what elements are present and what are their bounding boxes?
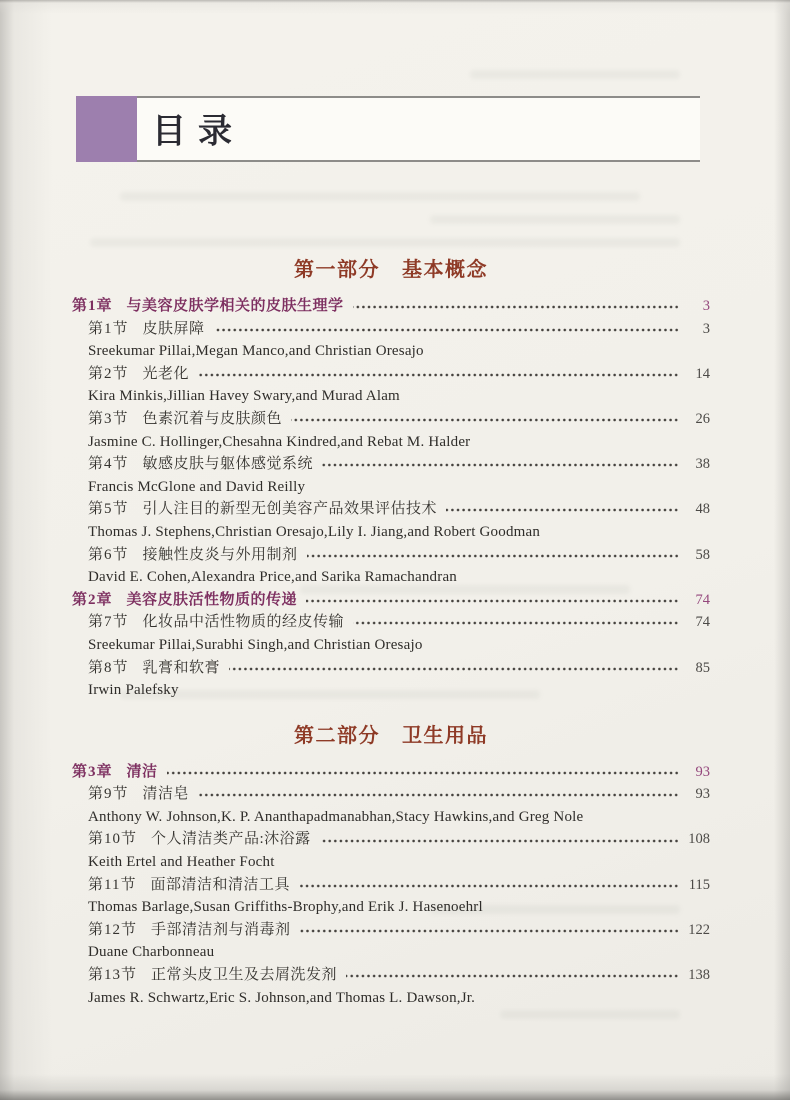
toc-authors-row: David E. Cohen,Alexandra Price,and Sarika Ramachandran: [88, 569, 458, 586]
header-accent-square: [76, 96, 137, 162]
toc-page-number: 48: [695, 501, 710, 518]
part-label: 第一部分: [294, 259, 380, 281]
toc-page-number: 115: [688, 876, 710, 893]
toc-leader-dots: [320, 828, 679, 851]
toc-page-number: 3: [702, 298, 710, 314]
toc-leader-dots: [446, 498, 679, 521]
toc-part-heading: [72, 724, 710, 748]
toc-authors-row: Francis McGlone and David Reilly: [88, 478, 306, 495]
section-title: 乳膏和软膏: [142, 659, 221, 676]
toc-leader-dots: [214, 318, 679, 341]
toc-chapter-row: [72, 589, 710, 612]
toc-page-number: 85: [695, 659, 710, 676]
toc-section-row: [72, 874, 710, 897]
toc-chapter-row: [72, 295, 710, 318]
section-label: 第12节: [88, 921, 138, 938]
section-title: 光老化: [142, 365, 190, 382]
toc-page-number: 38: [695, 456, 710, 473]
section-title: 手部清洁剂与消毒剂: [151, 921, 291, 938]
toc-authors-row: Jasmine C. Hollinger,Chesahna Kindred,and Rebat M. Halder: [88, 433, 471, 450]
toc-section-row: [72, 828, 710, 851]
toc-page-number: 3: [702, 320, 710, 337]
table-of-contents: [72, 258, 710, 1009]
toc-page-number: 14: [695, 365, 710, 382]
toc-authors-row: Anthony W. Johnson,K. P. Ananthapadmanabhan,Stacy Hawkins,and Greg Nole: [88, 808, 584, 825]
toc-authors-row: Sreekumar Pillai,Surabhi Singh,and Christian Oresajo: [88, 636, 423, 653]
chapter-title: 与美容皮肤学相关的皮肤生理学: [126, 298, 344, 314]
section-title: 面部清洁和清洁工具: [150, 876, 290, 893]
toc-page-number: 74: [695, 614, 710, 631]
toc-leader-dots: [353, 295, 679, 318]
toc-section-row: [72, 408, 710, 431]
section-label: 第7节: [88, 614, 129, 631]
toc-section-row: [72, 498, 710, 521]
section-label: 第6节: [88, 546, 129, 563]
chapter-title: 清洁: [126, 763, 158, 780]
toc-authors-row: Thomas J. Stephens,Christian Oresajo,Lily I. Jiang,and Robert Goodman: [88, 523, 541, 540]
section-label: 第13节: [88, 967, 138, 984]
chapter-label: 第2章: [72, 591, 113, 608]
toc-section-row: [72, 611, 710, 634]
chapter-label: 第1章: [72, 298, 113, 314]
section-title: 接触性皮炎与外用制剂: [142, 546, 298, 563]
chapter-title: 美容皮肤活性物质的传递: [126, 591, 298, 608]
toc-section-row: [72, 964, 710, 987]
section-title: 色素沉着与皮肤颜色: [142, 410, 283, 427]
part-title: 卫生用品: [402, 724, 488, 747]
toc-page-number: 93: [695, 763, 710, 780]
toc-authors-row: Sreekumar Pillai,Megan Manco,and Christian Oresajo: [88, 343, 424, 360]
toc-chapter-row: [72, 761, 710, 784]
toc-page-number: 108: [688, 831, 710, 848]
toc-leader-dots: [291, 408, 679, 431]
toc-authors-row: Kira Minkis,Jillian Havey Swary,and Murad Alam: [88, 388, 400, 405]
section-label: 第1节: [88, 320, 129, 337]
toc-section-row: [72, 318, 710, 341]
toc-leader-dots: [198, 363, 679, 386]
toc-page-number: 93: [695, 786, 710, 803]
toc-authors-row: James R. Schwartz,Eric S. Johnson,and Thomas L. Dawson,Jr.: [88, 989, 476, 1006]
toc-page-number: 74: [695, 591, 710, 608]
toc-section-row: [72, 363, 710, 386]
section-title: 个人清洁类产品:沐浴露: [151, 831, 311, 848]
toc-section-row: [72, 919, 710, 942]
toc-leader-dots: [306, 589, 679, 612]
toc-leader-dots: [346, 964, 679, 987]
toc-authors-row: Irwin Palefsky: [88, 682, 179, 699]
part-label: 第二部分: [294, 724, 380, 747]
section-title: 清洁皂: [142, 786, 190, 803]
part-title: 基本概念: [402, 259, 488, 281]
toc-leader-dots: [307, 544, 679, 567]
page-title: 目录: [152, 113, 244, 151]
section-label: 第3节: [88, 410, 129, 427]
toc-page-number: 138: [688, 967, 710, 984]
section-label: 第5节: [88, 501, 129, 518]
toc-authors-row: Thomas Barlage,Susan Griffiths-Brophy,and Erik J. Hasenoehrl: [88, 899, 483, 916]
toc-authors-row: Keith Ertel and Heather Focht: [88, 854, 275, 871]
toc-page-number: 122: [688, 921, 710, 938]
section-title: 皮肤屏障: [142, 320, 205, 337]
toc-section-row: [72, 453, 710, 476]
section-label: 第9节: [88, 786, 129, 803]
section-label: 第10节: [88, 831, 138, 848]
section-label: 第2节: [88, 365, 129, 382]
section-label: 第8节: [88, 659, 129, 676]
toc-part-heading: [72, 258, 710, 282]
toc-leader-dots: [299, 874, 679, 897]
section-label: 第11节: [88, 876, 137, 893]
toc-page-number: 58: [695, 546, 710, 563]
toc-authors-row: Duane Charbonneau: [88, 944, 215, 961]
toc-header-band: [76, 96, 700, 162]
toc-leader-dots: [229, 657, 679, 680]
section-title: 引人注目的新型无创美容产品效果评估技术: [142, 501, 438, 518]
section-label: 第4节: [88, 456, 129, 473]
toc-leader-dots: [167, 761, 679, 784]
toc-page-number: 26: [695, 410, 710, 427]
toc-leader-dots: [322, 453, 679, 476]
toc-leader-dots: [353, 611, 679, 634]
section-title: 敏感皮肤与躯体感觉系统: [142, 456, 314, 473]
section-title: 正常头皮卫生及去屑洗发剂: [151, 967, 338, 984]
toc-leader-dots: [198, 783, 679, 806]
chapter-label: 第3章: [72, 763, 113, 780]
toc-section-row: [72, 657, 710, 680]
section-title: 化妆品中活性物质的经皮传输: [142, 614, 345, 631]
toc-section-row: [72, 544, 710, 567]
toc-section-row: [72, 783, 710, 806]
toc-leader-dots: [300, 919, 679, 942]
